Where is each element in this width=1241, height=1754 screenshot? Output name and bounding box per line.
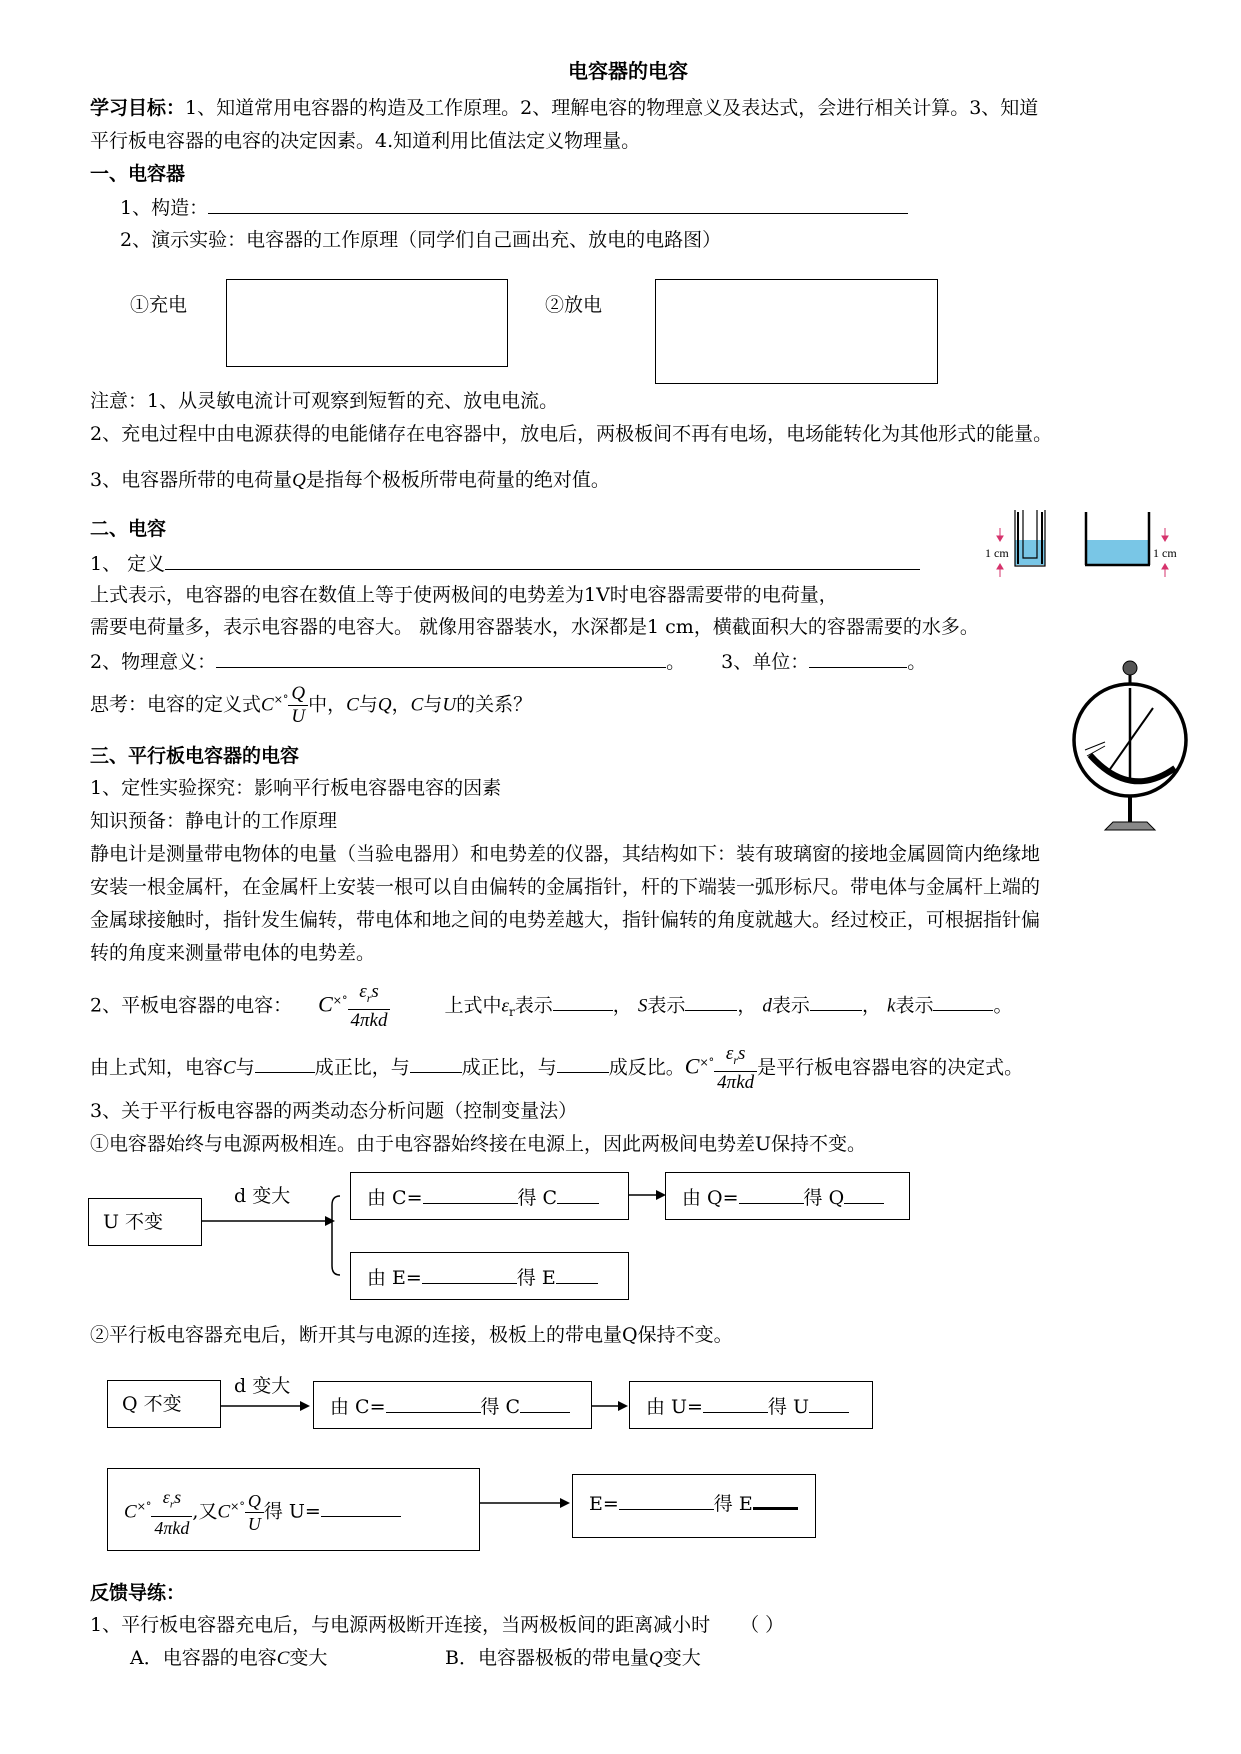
unit-label: 3、单位： <box>721 651 810 673</box>
cap-den: 4πkd <box>350 1009 388 1031</box>
question-1 <box>90 1612 784 1638</box>
area-symbol: s <box>371 980 379 1002</box>
prop-s: s <box>738 1042 746 1064</box>
desc-s: S <box>637 995 648 1017</box>
desc-eps: ε <box>501 995 510 1017</box>
option-a-c: C <box>276 1648 290 1669</box>
derive-eps-sub: r <box>169 1498 175 1511</box>
prop-text-c: 成正比，与 <box>314 1056 410 1079</box>
flow1-c-a: 由 C= <box>367 1187 423 1209</box>
section3-heading: 三、平行板电容器的电容 <box>90 745 300 767</box>
prop-formula-c: C <box>684 1053 700 1079</box>
derive-c1: C <box>124 1501 137 1523</box>
formula-c: C <box>318 991 333 1017</box>
cm-label-left: 1 cm <box>985 546 1009 560</box>
option-b-q: Q <box>648 1648 663 1669</box>
prop-c: C <box>223 1057 236 1079</box>
unit-dot: 。 <box>907 651 927 673</box>
feedback-heading: 反馈导练： <box>90 1582 186 1604</box>
explanation-line2: 需要电荷量多，表示电容器的电容大。 就像用容器装水，水深都是1 cm，横截面积大的容器需要的水多。 <box>90 616 979 638</box>
eps-symbol: ε <box>359 980 367 1002</box>
desc-is4: 表示 <box>895 994 934 1017</box>
derive-s: s <box>174 1487 182 1508</box>
approx-symbol: ×° <box>136 1500 152 1513</box>
q-constant-label: Q 不变 <box>122 1393 182 1415</box>
prop-text-f: 是平行板电容器电容的决定式。 <box>757 1056 1024 1079</box>
option-a-text: A．电容器的电容 <box>130 1647 277 1669</box>
cm-label-right: 1 cm <box>1153 546 1177 560</box>
s3-p3: 静电计是测量带电物体的电量（当验电器用）和电势差的仪器，其结构如下：装有玻璃窗的接地金属圆筒内绝缘地 <box>90 843 1041 865</box>
section1-heading: 一、电容器 <box>90 163 186 185</box>
prop-eps-sub: r <box>733 1052 739 1067</box>
think-with2: 与 <box>423 693 443 716</box>
objectives-line2: 平行板电容器的电容的决定因素。4.知道利用比值法定义物理量。 <box>90 130 641 152</box>
flow1-arrow-label: d 变大 <box>234 1185 291 1207</box>
section2-heading: 二、电容 <box>90 518 167 540</box>
page-title: 电容器的电容 <box>568 59 688 83</box>
desc-is1: 表示 <box>514 994 553 1017</box>
approx-symbol: ×° <box>230 1500 245 1513</box>
derive-den2: U <box>247 1513 261 1534</box>
objectives-text1: 1、知道常用电容器的构造及工作原理。2、理解电容的物理意义及表达式，会进行相关计算。3、知道 <box>185 97 1039 119</box>
option-a[interactable] <box>130 1645 327 1672</box>
think-u: U <box>442 694 457 716</box>
case1-text: ①电容器始终与电源两极相连。由于电容器始终接在电源上，因此两极间电势差U保持不变。 <box>90 1133 867 1155</box>
desc-comma2: ， <box>737 994 757 1017</box>
flow1-c-b: 得 C <box>517 1187 558 1209</box>
note-2: 2、充电过程中由电源获得的电能储存在电容器中，放电后，两极板间不再有电场，电场能转化为其他形式的能量。 <box>90 423 1053 445</box>
flow2-c-a: 由 C= <box>330 1396 386 1418</box>
charge-label: ①充电 <box>130 294 188 316</box>
think-text-b: 中， <box>308 693 347 716</box>
derive-c2: C <box>217 1501 231 1523</box>
note3-text-a: 3、电容器所带的电荷量 <box>90 469 293 491</box>
desc-comma3: ， <box>861 994 881 1017</box>
desc-eps-sub: r <box>509 1005 515 1020</box>
flow2-e-a: E= <box>589 1493 619 1515</box>
think-c2: C <box>410 694 424 716</box>
s3-p1: 1、定性实验探究：影响平行板电容器电容的因素 <box>90 777 502 799</box>
desc-is2: 表示 <box>647 994 686 1017</box>
s3-p6: 转的角度来测量带电体的电势差。 <box>90 942 376 964</box>
cap-label: 2、平板电容器的电容： <box>90 994 293 1017</box>
case2-text: ②平行板电容器充电后，断开其与电源的连接，极板上的带电量Q保持不变。 <box>90 1324 733 1346</box>
think-c1: C <box>346 694 359 716</box>
derive-eps: ε <box>162 1487 170 1508</box>
def-formula-num: Q <box>288 683 308 706</box>
desc-k: k <box>887 995 896 1017</box>
flow2-u-a: 由 U= <box>646 1396 703 1418</box>
answer-parens[interactable]: （ ） <box>740 1614 785 1636</box>
note-1: 注意：1、从灵敏电流计可观察到短暂的充、放电电流。 <box>90 390 559 412</box>
discharge-label: ②放电 <box>545 294 603 316</box>
note3-text-b: 是指每个极板所带电荷量的绝对值。 <box>305 469 610 491</box>
flow2-arrow-label: d 变大 <box>234 1375 291 1397</box>
think-text-h: 的关系？ <box>456 693 533 716</box>
approx-symbol: ×° <box>699 1056 715 1069</box>
prop-b: 与 <box>235 1056 255 1079</box>
dynamic-analysis: 3、关于平行板电容器的两类动态分析问题（控制变量法） <box>90 1100 578 1122</box>
u-constant-label: U 不变 <box>103 1211 164 1233</box>
flow1-e-a: 由 E= <box>367 1267 422 1289</box>
derive-num2: Q <box>245 1490 264 1513</box>
definition-label: 1、 定义 <box>90 553 166 575</box>
desc-d: d <box>762 995 772 1017</box>
desc-is3: 表示 <box>771 994 810 1017</box>
flow1-q-a: 由 Q= <box>682 1187 739 1209</box>
note3-q: Q <box>292 470 306 491</box>
eps-sub: r <box>366 990 372 1005</box>
prop-text-d: 成正比，与 <box>461 1056 557 1079</box>
structure-label: 1、构造： <box>120 197 209 219</box>
think-with1: 与 <box>358 693 378 716</box>
derive-mid: ,又 <box>192 1500 218 1523</box>
think-comma: ， <box>391 693 411 716</box>
explanation-line1: 上式表示，电容器的电容在数值上等于使两极间的电势差为1V时电容器需要带的电荷量， <box>90 584 838 606</box>
demo-item: 2、演示实验：电容器的工作原理（同学们自己画出充、放电的电路图） <box>120 229 722 251</box>
prop-eps: ε <box>725 1042 734 1064</box>
think-text-a: 思考：电容的定义式 <box>90 693 262 716</box>
derive-den1: 4πkd <box>154 1517 190 1538</box>
approx-symbol: ×° <box>273 693 289 706</box>
flow1-e-b: 得 E <box>516 1267 556 1289</box>
prop-den: 4πkd <box>717 1071 755 1093</box>
flow2-e-b: 得 E <box>713 1493 753 1515</box>
flow2-u-b: 得 U <box>767 1396 810 1418</box>
approx-symbol: ×° <box>332 994 348 1007</box>
think-q: Q <box>377 694 392 716</box>
meaning-label: 2、物理意义： <box>90 651 217 673</box>
objectives-label: 学习目标： <box>90 97 186 119</box>
desc-comma1: ， <box>612 994 632 1017</box>
flow1-q-b: 得 Q <box>803 1187 845 1209</box>
s3-p5: 金属球接触时，指针发生偏转，带电体和地之间的电势差越大，指针偏转的角度就越大。经过校正，可根据指针偏 <box>90 909 1041 931</box>
flow2-c-b: 得 C <box>480 1396 521 1418</box>
prop-text-e: 成反比。 <box>608 1056 685 1079</box>
desc-end: 。 <box>993 994 1013 1017</box>
question-1-text: 1、平行板电容器充电后，与电源两极断开连接，当两极板间的距离减小时 <box>90 1614 711 1636</box>
think-formula-c: C <box>261 694 274 716</box>
s3-p4: 安装一根金属杆，在金属杆上安装一根可以自由偏转的金属指针，杆的下端装一弧形标尺。带电体与金属杆上端的 <box>90 876 1041 898</box>
meaning-dot: 。 <box>666 651 686 673</box>
desc-a: 上式中 <box>444 994 502 1017</box>
option-b-text: B．电容器极板的带电量 <box>445 1647 649 1669</box>
option-b-end: 变大 <box>662 1647 701 1669</box>
prop-a: 由上式知，电容 <box>90 1056 224 1079</box>
option-b[interactable] <box>445 1645 701 1672</box>
def-formula-den: U <box>291 705 306 727</box>
option-a-end: 变大 <box>289 1647 328 1669</box>
derive-end: 得 U= <box>263 1500 321 1523</box>
s3-p2: 知识预备：静电计的工作原理 <box>90 810 338 832</box>
